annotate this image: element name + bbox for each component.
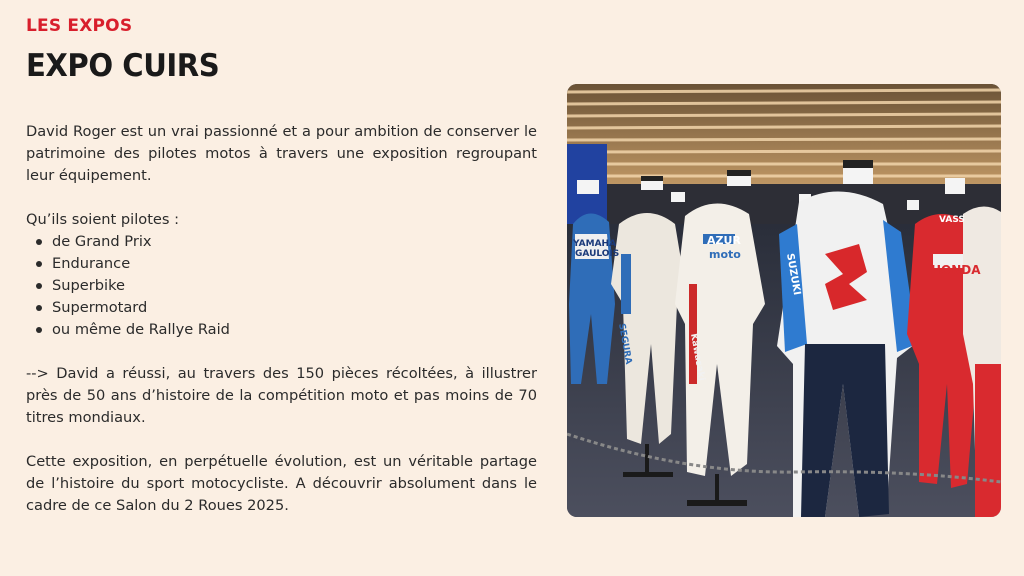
list-item: Endurance [52,253,537,275]
category-list [26,231,537,341]
list-intro: Qu’ils soient pilotes : [26,211,180,228]
achievement-paragraph: --> David a réussi, au travers des 150 pièces récoltées, à illustrer près de 50 ans d’histoire de la compétition moto et pas moins de 70 titres mondiaux. [26,365,537,426]
list-item: Superbike [52,275,537,297]
intro-paragraph: David Roger est un vrai passionné et a pour ambition de conserver le patrimoine des pilotes motos à travers une exposition regroupant leur équipement. [26,123,537,184]
suit-label: AZUR [707,234,741,247]
page-title: EXPO CUIRS [26,48,220,84]
suit-label: Kawasaki [688,332,707,382]
closing-paragraph: Cette exposition, en perpétuelle évolution, est un véritable partage de l’histoire du sport motocycliste. A découvrir absolument dans le cadre de ce Salon du 2 Roues 2025. [26,453,537,514]
suit-label: HONDA [931,263,981,277]
description-block [26,121,537,517]
suit-label: SEGURA [616,322,634,366]
suit-label: moto [709,248,741,261]
suit-label: GAULOIS [575,249,620,259]
list-item: de Grand Prix [52,231,537,253]
suit-label: SUZUKI [784,252,803,297]
list-item: Supermotard [52,297,537,319]
section-kicker: LES EXPOS [26,16,133,36]
exhibition-photo [567,84,1001,517]
suit-label: YAMAHA [573,239,617,249]
suit-label: VASS [939,215,965,225]
list-item: ou même de Rallye Raid [52,319,537,341]
